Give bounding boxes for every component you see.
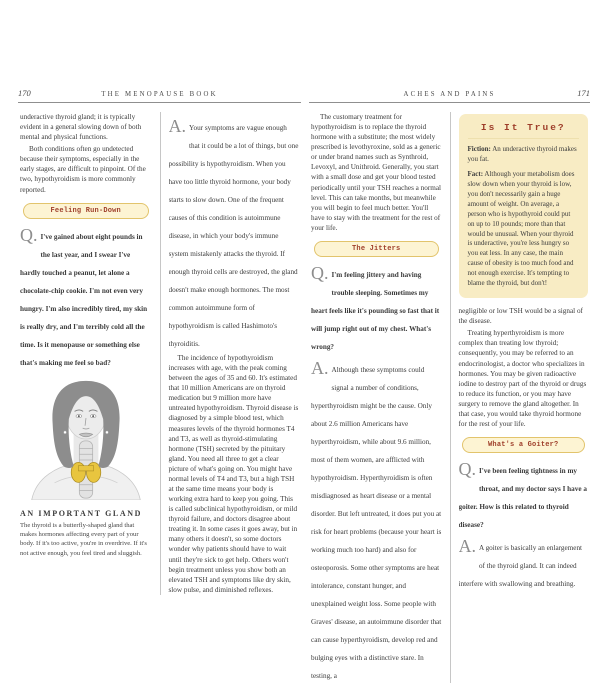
- body-paragraph: The incidence of hypothyroidism increases with age, with the peak coming between the ages of 35 and 60. It's estimated that 10 million Americans are on thyroid medication but 9 million more have untreated hypothyroidism. Thyroid disease is diagnosed by a simple blood test, which measures levels of the thyroid hormones T4 and T3, as well as thyroid-stimulating hormone (TSH) secreted by the pituitary gland. You need all three to get a clear picture of what's going on. You might have normal levels of T4 and T3, but a high TSH at the same time means your body is working extra hard to keep you going. This is called subclinical hypothyroidism, or mild thyroid failure, and doctors disagree about treating it. In some cases it goes away, but in many others it doesn't, so some doctors wonder why patients should have to wait until they're sick to get help. Others won't begin treatment unless you show both an elevated TSH and symptoms like dry skin, slow pulse, and diminished reflexes.: [168, 354, 299, 594]
- section-heading-feeling-run-down: Feeling Run-Down: [23, 203, 149, 219]
- a-dropcap: A.: [311, 358, 329, 378]
- fact-label: Fact:: [467, 169, 484, 178]
- figure-woman-thyroid: [20, 378, 152, 505]
- section-heading-the-jitters: The Jitters: [314, 241, 439, 257]
- fact-text: Although your metabolism does slow down when your thyroid is low, you don't necessarily gain a huge amount of weight. On average, a person who is hypothyroid could put on up to 10 pounds; more than that would be unusual. When your thyroid is underactive, you're less hungry so you eat less. In any case, the main cause of obesity is too much food and not enough exercise. It's tempting to blame the thyroid, but don't!: [467, 169, 575, 288]
- left-page-column-2: [160, 112, 302, 595]
- left-page: [18, 88, 301, 595]
- answer-text: Although these symptoms could signal a number of conditions, hyperthyroidism might be the cause. Only about 2.6 million Americans have hyperthyroidism, while about 9.6 million, most of them women, are afflicted with hypothyroidism. Hyperthyroidism is often misdiagnosed as heart disease or a mental disorder. But left untreated, it does put you at risk for heart problems (because your heart is working much too hard) and also for osteoporosis. Some other symptoms are heat intolerance, constant hunger, and unexplained weight loss. Some people with Graves' disease, an autoimmune disorder that can cause hyperthyroidism, develop red and bulging eyes with a distinctive stare. In testing, a: [311, 365, 442, 680]
- running-head-left: THE MENOPAUSE BOOK: [101, 91, 218, 98]
- fiction-text: An underactive thyroid makes you fat.: [467, 145, 577, 163]
- is-it-true-box: [459, 114, 589, 298]
- woman-thyroid-illustration: [28, 378, 144, 500]
- answer-block: [169, 117, 300, 351]
- left-page-column-1: [18, 112, 160, 595]
- answer-text: A goiter is basically an enlargement of the thyroid gland. It can indeed interfere with swallowing and breathing.: [458, 544, 583, 589]
- section-heading-whats-a-goiter: What's a Goiter?: [462, 437, 586, 453]
- page-number-right: 171: [577, 88, 590, 98]
- question-block: [311, 264, 442, 354]
- answer-text: Your symptoms are vague enough that it could be a lot of things, but one possibility is hypothyroidism. When you have too little thyroid hormone, your body starts to slow down. One of the frequent causes of this condition is autoimmune disease, in which your body's immune system mistakenly attacks the thyroid. If enough thyroid cells are destroyed, the gland doesn't make enough hormones. The most common autoimmune form of hypothyroidism is called Hashimoto's thyroiditis.: [168, 124, 299, 348]
- q-dropcap: Q.: [311, 263, 329, 283]
- body-paragraph: Both conditions often go undetected because their symptoms, especially in the early stages, are difficult to pinpoint. Of the two, hypothyroidism is more commonly reported.: [20, 145, 146, 194]
- body-paragraph: underactive thyroid gland; it is typically evident in a general slowing down of both mental and physical functions.: [20, 113, 142, 142]
- question-text: I've gained about eight pounds in the last year, and I swear I've hardly touched a peanut, let alone a chocolate-chip cookie. I'm not even very hungry. I'm also incredibly tired, my skin is really dry, and I'm terribly cold all the time. Is it menopause or something else that's making me feel so bad?: [20, 232, 148, 367]
- running-head-right: ACHES AND PAINS: [403, 91, 496, 98]
- question-block: [459, 460, 589, 532]
- question-text: I've been feeling tightness in my throat, and my doctor says I have a goiter. How is this related to thyroid disease?: [458, 467, 587, 530]
- figure-caption-title: AN IMPORTANT GLAND: [20, 508, 143, 518]
- left-page-header: [18, 88, 301, 103]
- fiction-paragraph: [468, 145, 580, 165]
- right-page-column-2: [450, 112, 591, 683]
- right-page-header: [309, 88, 590, 103]
- answer-block: [311, 359, 442, 683]
- fact-paragraph: [468, 170, 580, 289]
- question-text: I'm feeling jittery and having trouble sleeping. Sometimes my heart feels like it's pounding so fast that it will jump right out of my chest. What's wrong?: [311, 270, 440, 351]
- body-paragraph: Treating hyperthyroidism is more complex than treating low thyroid; consequently, you may be referred to an endocrinologist, a doctor who specializes in hormones. You may be given radioactive iodine to destroy part of the thyroid or drugs to reduce its function, or you may have surgery to remove the gland altogether. In that case, you would take thyroid hormone for the rest of your life.: [458, 329, 587, 428]
- body-paragraph: The customary treatment for hypothyroidism is to replace the thyroid hormone with a substitute; the most widely prescribed is levothyroxine, sold as a generic or under brand names such as Synthroid, Levoxyl, and Unithroid. Generally, you start with a small dose and get your blood tested periodically until your TSH reaches a normal level. This can take months, but meanwhile you will begin to feel much better. You'll have to stay with the treatment for the rest of your life.: [311, 113, 442, 232]
- right-page: [309, 88, 590, 683]
- fiction-label: Fiction:: [467, 145, 491, 153]
- a-dropcap: A.: [168, 117, 186, 136]
- q-dropcap: Q.: [458, 460, 476, 480]
- is-it-true-title: Is It True?: [468, 122, 580, 139]
- question-block: [20, 226, 152, 370]
- figure-caption-text: The thyroid is a butterfly-shaped gland that makes hormones affecting every part of your body. If it's too active, you're in overdrive. If it's not active enough, you feel tired and sluggish.: [20, 521, 147, 557]
- q-dropcap: Q.: [20, 225, 38, 245]
- a-dropcap: A.: [458, 537, 476, 557]
- answer-block: [459, 537, 589, 591]
- right-page-column-1: [309, 112, 450, 683]
- page-number-left: 170: [18, 88, 31, 98]
- body-paragraph: negligible or low TSH would be a signal of the disease.: [458, 307, 583, 326]
